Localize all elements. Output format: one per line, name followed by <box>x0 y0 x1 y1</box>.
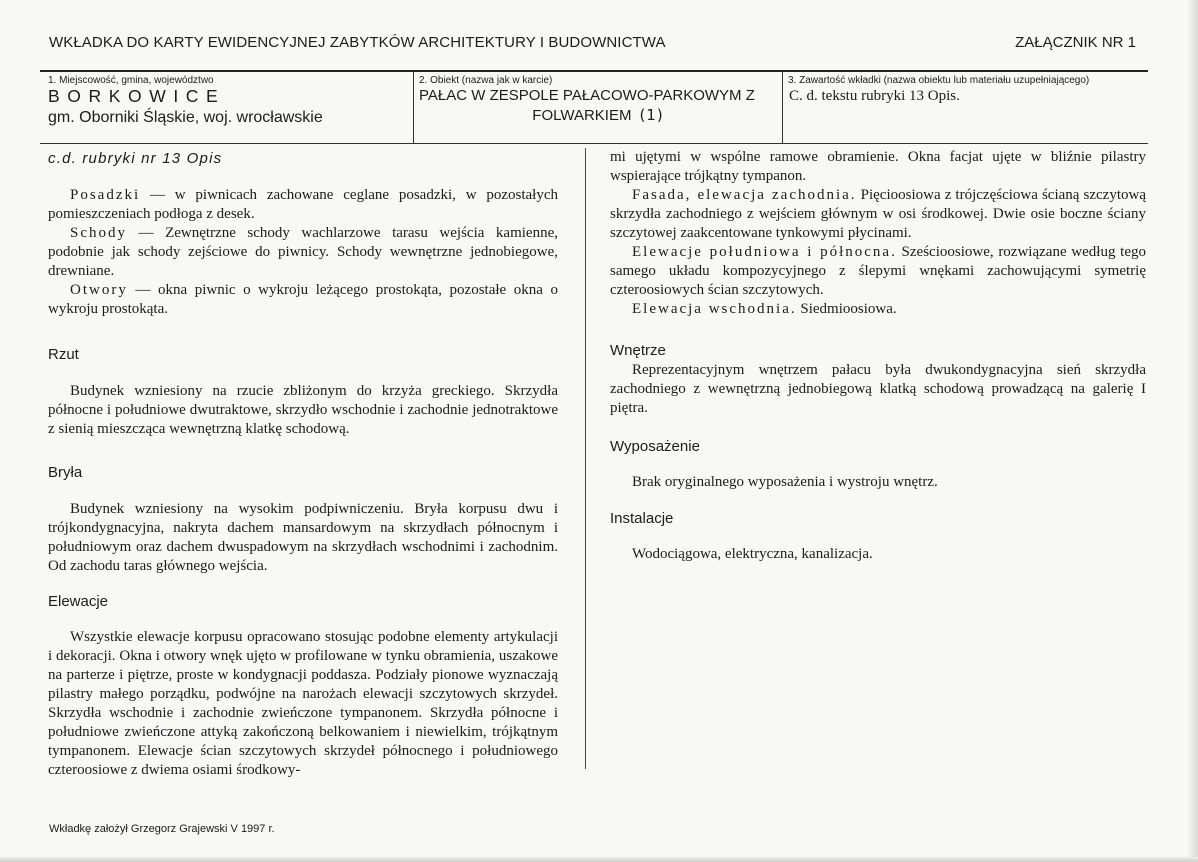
location-field <box>40 72 413 144</box>
ns-elevation-text: Sześcioosiowe, rozwiązane według tego samego układu kompozycyjnego z ślepymi wnękami zachowującymi symetrię czteroosiowych ścian szczytowych. <box>610 244 1146 298</box>
interior-heading: Wnętrze <box>610 342 666 359</box>
floors-text: — w piwnicach zachowane ceglane posadzki, w pozostałych pomieszczeniach podłoga z desek. <box>48 187 558 222</box>
east-elevation-text: Siedmioosiowa. <box>796 301 897 317</box>
west-elevation-term: Fasada, elewacja zachodnia. <box>632 187 857 203</box>
elevations-text: Wszystkie elewacje korpusu opracowano stosując podobne elementy artykulacji i dekoracji. Okna i otwory wnęk ujęto w profilowane w tynku obramienia, uszakowe na parterze i piętrze, proste w kondygnacji poddasza. Podziały pionowe wyznaczają pilastry małego porządku, podwójne na narożach elewacji szczytowych skrzydeł. Skrzydła wschodnie i zachodnie zwieńczone tympanonem. Skrzydła północne i południowe zwieńczone attyką zakończoną belkowaniem i niewielkim, trójkątnym tympanonem. Elewacje ścian szczytowych skrzydeł północnego i południowego czteroosiowe z dwiema osiami środkowy- <box>48 629 558 778</box>
massing-heading: Bryła <box>48 464 83 481</box>
contents-label: 3. Zawartość wkładki (nazwa obiektu lub materiału uzupełniającego) <box>788 75 1090 86</box>
location-name: BORKOWICE <box>48 86 226 106</box>
massing-text: Budynek wzniesiony na wysokim podpiwniczeniu. Bryła korpusu dwu i trójkondygnacyjna, nakryta dachem mansardowym na skrzydłach północnym i południowym oraz dachem dwuspadowym na skrzydłach wschodnimi i zachodnim. Od zachodu taras głównego wejścia. <box>48 501 558 574</box>
contents-field <box>782 72 1148 144</box>
west-elevation-text: Pięcioosiowa z trójczęściowa ścianą szczytową skrzydła zachodniego z wejściem głównym w osi środkowej. Dwie osie boczne ściany szczytowej zaakcentowane tynkowymi płycinami. <box>610 187 1146 241</box>
handwritten-mark: (1) <box>639 106 664 124</box>
annex-number: ZAŁĄCZNIK NR 1 <box>1015 34 1136 51</box>
location-admin: gm. Oborniki Śląskie, woj. wrocławskie <box>48 109 323 126</box>
interior-text: Reprezentacyjnym wnętrzem pałacu była dwukondygnacyjna sień skrzydła zachodniego z wewnętrzną jednobiegową klatką schodową prowadzącą na galerię I piętra. <box>610 362 1146 416</box>
object-name-line2-wrap <box>414 106 782 125</box>
floors-term: Posadzki <box>70 187 141 203</box>
object-field <box>413 72 782 144</box>
elevations-heading: Elewacje <box>48 593 109 610</box>
column-divider <box>585 148 586 769</box>
plan-text: Budynek wzniesiony na rzucie zbliżonym do krzyża greckiego. Skrzydła północne i południowe dwutraktowe, skrzydło wschodnie i zachodnie jednotraktowe z sienią mieszcząca wewnętrzną klatkę schodową. <box>48 383 558 437</box>
ns-elevation-term: Elewacje południowa i północna. <box>632 244 897 260</box>
object-name-line2: FOLWARKIEM <box>532 107 632 124</box>
contents-value: C. d. tekstu rubryki 13 Opis. <box>789 88 960 104</box>
plan-heading: Rzut <box>48 346 79 363</box>
object-label: 2. Obiekt (nazwa jak w karcie) <box>419 75 553 86</box>
left-column <box>48 148 558 780</box>
scan-edge-right <box>1188 0 1198 862</box>
continuation-subtitle: c.d. rubryki nr 13 Opis <box>48 150 223 167</box>
furnishings-text: Brak oryginalnego wyposażenia i wystroju wnętrz. <box>632 474 938 490</box>
scan-edge-bottom <box>0 857 1198 862</box>
furnishings-heading: Wyposażenie <box>610 438 700 455</box>
form-title: WKŁADKA DO KARTY EWIDENCYJNEJ ZABYTKÓW ARCHITEKTURY I BUDOWNICTWA <box>49 34 666 51</box>
location-label: 1. Miejscowość, gmina, województwo <box>48 75 214 86</box>
installations-text: Wodociągowa, elektryczna, kanalizacja. <box>632 546 873 562</box>
east-elevation-term: Elewacja wschodnia. <box>632 301 797 317</box>
elevations-continuation: mi ujętymi w wspólne ramowe obramienie. Okna facjat ujęte w bliźnie pilastry wspierające trójkątny tympanon. <box>610 149 1146 184</box>
openings-text: — okna piwnic o wykroju leżącego prostokąta, pozostałe okna o wykroju prostokąta. <box>48 282 558 317</box>
floors-paragraph <box>48 186 558 224</box>
installations-heading: Instalacje <box>610 510 674 527</box>
fields-bottom-rule <box>40 143 1148 144</box>
stairs-term: Schody <box>70 225 127 241</box>
east-elevation-paragraph <box>610 300 1146 319</box>
right-column <box>610 148 1146 564</box>
stairs-paragraph <box>48 224 558 281</box>
ns-elevation-paragraph <box>610 243 1146 300</box>
author-footer: Wkładkę założył Grzegorz Grajewski V 1997 r. <box>49 823 275 835</box>
openings-term: Otwory <box>70 282 128 298</box>
object-name-line1: PAŁAC W ZESPOLE PAŁACOWO-PARKOWYM Z <box>419 87 755 104</box>
stairs-text: — Zewnętrzne schody wachlarzowe tarasu wejścia kamienne, podobnie jak schody zejściowe do piwnicy. Schody wewnętrzne jednobiegowe, drewniane. <box>48 225 558 279</box>
west-elevation-paragraph <box>610 186 1146 243</box>
openings-paragraph <box>48 281 558 319</box>
